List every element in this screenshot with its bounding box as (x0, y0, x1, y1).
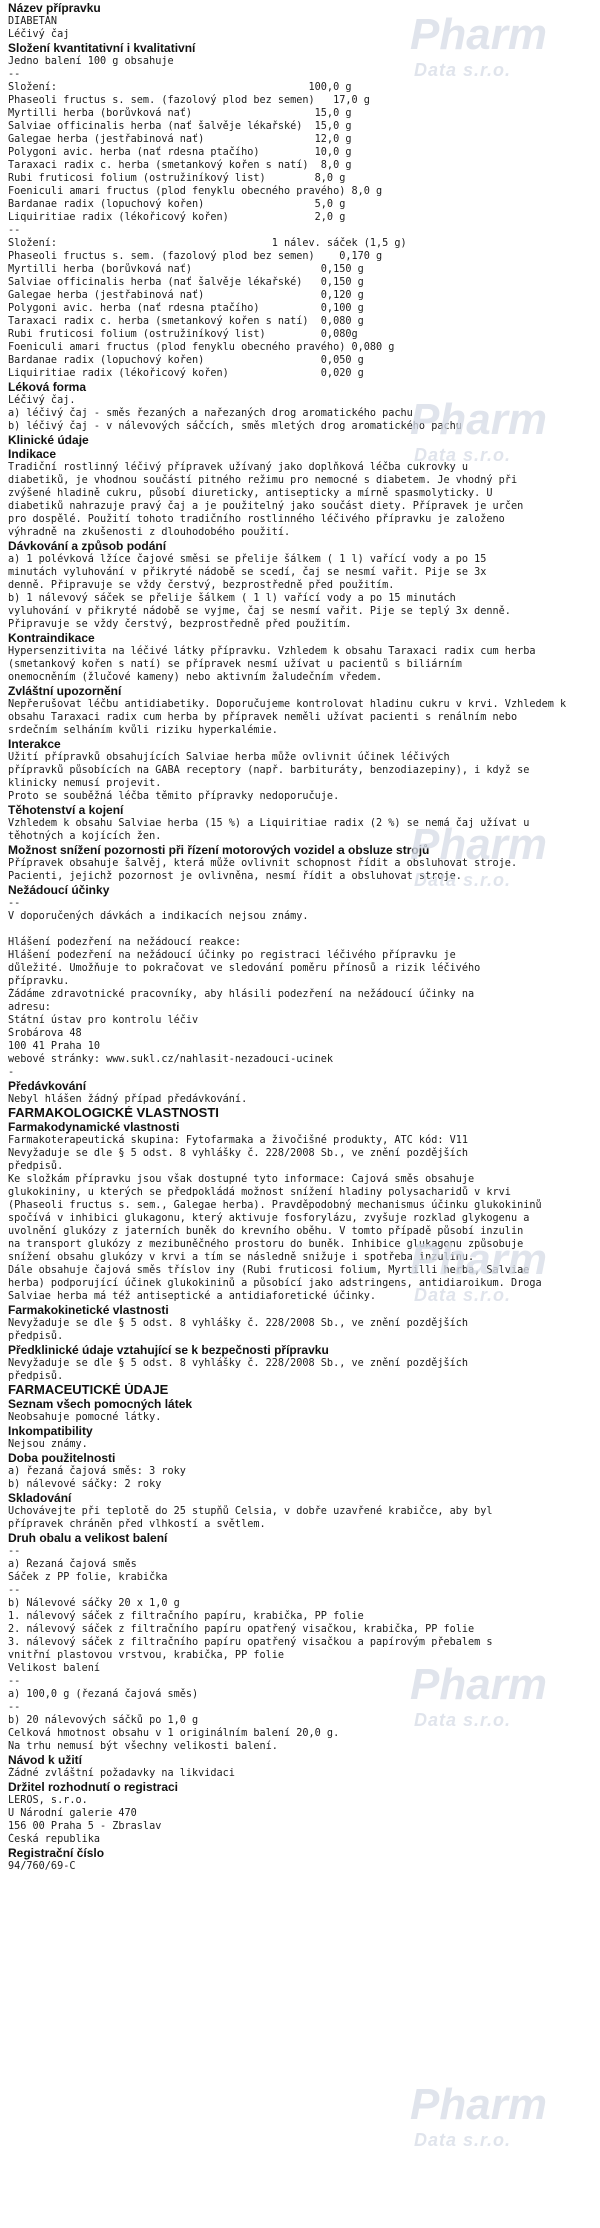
text-line: výhradně na zkušenosti z dlouhodobého použití. (8, 527, 291, 538)
section-heading: Držitel rozhodnutí o registraci (8, 1780, 179, 1794)
text-line: 156 00 Praha 5 - Zbraslav (8, 1821, 162, 1832)
text-line: Taraxaci radix c. herba (smetankový kořen s natí) 8,0 g (8, 160, 352, 171)
text-line: b) Nálevové sáčky 20 x 1,0 g (8, 1598, 180, 1609)
text-line: srdečním selháním kvůli riziku hyperkalémie. (8, 725, 278, 736)
text-line: Na trhu nemusí být všechny velikosti balení. (8, 1741, 278, 1752)
text-line: -- (8, 1546, 21, 1557)
text-line: Proto se souběžná léčba těmito přípravky nedoporučuje. (8, 791, 340, 802)
section-heading: Nežádoucí účinky (8, 883, 110, 897)
text-line: V doporučených dávkách a indikacích nejsou známy. (8, 911, 309, 922)
text-line: Sáček z PP folie, krabička (8, 1572, 168, 1583)
text-line: webové stránky: www.sukl.cz/nahlasit-nezadouci-ucinek (8, 1054, 334, 1065)
section-heading: Indikace (8, 447, 57, 461)
section-heading: Kontraindikace (8, 631, 95, 645)
text-line: b) 20 nálevových sáčků po 1,0 g (8, 1715, 199, 1726)
text-line: snížení obsahu glukózy v krvi a tím se následně snižuje i spotřeba inzulinu. (8, 1252, 475, 1263)
text-line: na transport glukózy z mezibuněčného prostoru do buněk. Inhibice glukagonu způsobuje (8, 1239, 524, 1250)
section-heading: Těhotenství a kojení (8, 803, 124, 817)
text-line: Phaseoli fructus s. sem. (fazolový plod bez semen) 17,0 g (8, 95, 370, 106)
text-line: předpisů. (8, 1161, 64, 1172)
text-line: denně. Připravuje se vždy čerstvý, bezprostředně před použitím. (8, 580, 395, 591)
watermark-logo: Pharm Data s.r.o. (410, 2080, 547, 2150)
text-line: Nevyžaduje se dle § 5 odst. 8 vyhlášky č. 228/2008 Sb., ve znění pozdějších (8, 1148, 469, 1159)
text-line: DIABETAN (8, 16, 58, 27)
text-line: Hlášení podezření na nežádoucí reakce: (8, 937, 242, 948)
text-line: Nevyžaduje se dle § 5 odst. 8 vyhlášky č. 228/2008 Sb., ve znění pozdějších (8, 1358, 469, 1369)
text-line: -- (8, 225, 21, 236)
text-line: (smetankový kořen s natí) se přípravek nesmí užívat u pacientů s biliárním (8, 659, 462, 670)
text-line: klinicky nemusí projevit. (8, 778, 162, 789)
text-line: -- (8, 898, 21, 909)
section-heading: Interakce (8, 737, 61, 751)
text-line: Neobsahuje pomocné látky. (8, 1412, 162, 1423)
text-line: Bardanae radix (lopuchový kořen) 5,0 g (8, 199, 346, 210)
section-heading: Dávkování a způsob podání (8, 539, 167, 553)
text-line: uvolnění glukózy z jaterních buněk do krevního oběhu. V tomto případě působí inzulin (8, 1226, 524, 1237)
text-line: Taraxaci radix c. herba (smetankový kořen s natí) 0,080 g (8, 316, 364, 327)
section-heading: Zvláštní upozornění (8, 684, 122, 698)
text-line: Rubi fruticosi folium (ostružiníkový list) 8,0 g (8, 173, 346, 184)
text-line: Myrtilli herba (borůvková nať) 15,0 g (8, 108, 352, 119)
watermark-logo: Pharm Data s.r.o. (410, 1235, 547, 1305)
text-line: -- (8, 1676, 21, 1687)
text-line: Užití přípravků obsahujících Salviae herba může ovlivnit účinek léčivých (8, 752, 450, 763)
text-line: Žádné zvláštní požadavky na likvidaci (8, 1768, 235, 1779)
text-line: a) 1 polévková lžíce čajové směsi se přelije šálkem ( 1 l) vařící vody a po 15 (8, 554, 487, 565)
text-line: Myrtilli herba (borůvková nať) 0,150 g (8, 264, 364, 275)
text-line: Šrobárova 48 (8, 1028, 82, 1039)
text-line: onemocněním (žlučové kameny) nebo aktivním žaludečním vředem. (8, 672, 383, 683)
text-line: diabetiků, je vhodnou součástí pitného režimu pro nemocné s diabetem. Je vhodný při (8, 475, 518, 486)
text-line: Bardanae radix (lopuchový kořen) 0,050 g (8, 355, 364, 366)
text-line: Velikost balení (8, 1663, 101, 1674)
section-heading: Složení kvantitativní i kvalitativní (8, 41, 196, 55)
text-line: Nevyžaduje se dle § 5 odst. 8 vyhlášky č. 228/2008 Sb., ve znění pozdějších (8, 1318, 469, 1329)
text-line: a) 100,0 g (řezaná čajová směs) (8, 1689, 199, 1700)
section-heading: Předklinické údaje vztahující se k bezpečnosti přípravku (8, 1343, 329, 1357)
text-line: - (8, 1067, 15, 1078)
text-line: LEROS, s.r.o. (8, 1795, 88, 1806)
text-line: Salviae officinalis herba (nať šalvěje lékařské) 0,150 g (8, 277, 364, 288)
section-heading: Farmakodynamické vlastnosti (8, 1120, 180, 1134)
text-line: Liquiritiae radix (lékořicový kořen) 0,020 g (8, 368, 364, 379)
text-line: -- (8, 1585, 21, 1596)
text-line: pro dospělé. Použití tohoto tradičního rostlinného léčivého přípravku je založeno (8, 514, 505, 525)
text-line: Polygoni avic. herba (nať rdesna ptačího) 0,100 g (8, 303, 364, 314)
text-line: Připravuje se vždy čerstvý, bezprostředně před použitím. (8, 619, 352, 630)
blank-line (8, 923, 600, 936)
text-line: Složení: 1 nálev. sáček (1,5 g) (8, 238, 407, 249)
text-line: Složení: 100,0 g (8, 82, 352, 93)
text-line: Nebyl hlášen žádný případ předávkování. (8, 1094, 248, 1105)
section-heading: Název přípravku (8, 1, 101, 15)
watermark-logo: Pharm Data s.r.o. (410, 395, 547, 465)
text-line: Dále obsahuje čajová směs tříslov iny (Rubi fruticosi folium, Myrtilli herba, Salviae (8, 1265, 530, 1276)
text-line: těhotných a kojících žen. (8, 831, 162, 842)
text-line: spočívá v inhibici glukagonu, který aktivuje fosforylázu, zvyšuje rozklad glykogenu a (8, 1213, 530, 1224)
text-line: přípravek chráněn před vlhkostí a světlem. (8, 1519, 266, 1530)
text-line: důležité. Umožňuje to pokračovat ve sledování poměru přínosů a rizik léčivého (8, 963, 481, 974)
section-heading: Předávkování (8, 1079, 87, 1093)
chapter-heading: FARMAKOLOGICKÉ VLASTNOSTI (8, 1106, 219, 1120)
text-line: Léčivý čaj (8, 29, 70, 40)
text-line: Hypersenzitivita na léčivé látky přípravku. Vzhledem k obsahu Taraxaci radix cum herba (8, 646, 536, 657)
text-line: -- (8, 1702, 21, 1713)
text-line: předpisů. (8, 1371, 64, 1382)
text-line: Nejsou známy. (8, 1439, 88, 1450)
text-line: vyluhování v přikryté nádobě se vyjme, čaj se nesmí vařit. Pije se teplý 3x denně. (8, 606, 511, 617)
text-line: 100 41 Praha 10 (8, 1041, 101, 1052)
text-line: 2. nálevový sáček z filtračního papíru opatřený visačkou, krabička, PP folie (8, 1624, 475, 1635)
text-line: U Národní galerie 470 (8, 1808, 137, 1819)
text-line: vnitřní plastovou vrstvou, krabička, PP folie (8, 1650, 285, 1661)
text-line: Státní ústav pro kontrolu léčiv (8, 1015, 199, 1026)
text-line: Žádáme zdravotnické pracovníky, aby hlásili podezření na nežádoucí účinky na (8, 989, 475, 1000)
text-line: Jedno balení 100 g obsahuje (8, 56, 174, 67)
text-line: přípravků působících na GABA receptory (např. barbituráty, benzodiazepiny), i když se (8, 765, 530, 776)
text-line: Foeniculi amari fructus (plod fenyklu obecného pravého) 8,0 g (8, 186, 383, 197)
text-line: herba) podporující účinek glukokininů a působící jako adstringens, antidiaroikum. Droga (8, 1278, 542, 1289)
text-line: a) řezaná čajová směs: 3 roky (8, 1466, 186, 1477)
text-line: diabetiků nahrazuje pravý čaj a je použitelný jako součást diety. Přípravek je určen (8, 501, 524, 512)
text-line: 1. nálevový sáček z filtračního papíru, krabička, PP folie (8, 1611, 364, 1622)
text-line: Pacienti, jejichž pozornost je ovlivněna, nesmí řídit a obsluhovat stroje. (8, 871, 462, 882)
section-heading: Inkompatibility (8, 1424, 93, 1438)
text-line: Foeniculi amari fructus (plod fenyklu obecného pravého) 0,080 g (8, 342, 395, 353)
chapter-heading: FARMACEUTICKÉ ÚDAJE (8, 1383, 169, 1397)
text-line: (Phaseoli fructus s. sem., Galegae herba). Pravděpodobný mechanismus účinku glukokininů (8, 1200, 542, 1211)
text-line: b) 1 nálevový sáček se přelije šálkem ( 1 l) vařící vody a po 15 minutách (8, 593, 456, 604)
section-heading: Druh obalu a velikost balení (8, 1531, 168, 1545)
text-line: Farmakoterapeutická skupina: Fytofarmaka a živočišné produkty, ATC kód: V11 (8, 1135, 469, 1146)
watermark-logo: Pharm Data s.r.o. (410, 10, 547, 80)
text-line: Uchovávejte při teplotě do 25 stupňů Celsia, v dobře uzavřené krabičce, aby byl (8, 1506, 493, 1517)
section-heading: Registrační číslo (8, 1846, 105, 1860)
text-line: Salviae officinalis herba (nať šalvěje lékařské) 15,0 g (8, 121, 352, 132)
text-line: Ke složkám přípravku jsou však dostupné tyto informace: Čajová směs obsahuje (8, 1174, 475, 1185)
text-line: Galegae herba (jestřabinová nať) 12,0 g (8, 134, 352, 145)
text-line: -- (8, 69, 21, 80)
section-heading: Skladování (8, 1491, 72, 1505)
text-line: Léčivý čaj. (8, 395, 76, 406)
section-heading: Klinické údaje (8, 433, 89, 447)
text-line: minutách vyluhování v přikryté nádobě se scedí, čaj se nesmí vařit. Pije se 3x (8, 567, 487, 578)
text-line: přípravku. (8, 976, 70, 987)
text-line: obsahu Taraxaci radix cum herba by přípravek neměli užívat pacienti s renálním nebo (8, 712, 518, 723)
text-line: Vzhledem k obsahu Salviae herba (15 %) a Liquiritiae radix (2 %) se nemá čaj užívat u (8, 818, 530, 829)
text-line: adresu: (8, 1002, 51, 1013)
text-line: Celková hmotnost obsahu v 1 originálním balení 20,0 g. (8, 1728, 340, 1739)
text-line: a) léčivý čaj - směs řezaných a nařezaných drog aromatického pachu (8, 408, 413, 419)
text-line: Liquiritiae radix (lékořicový kořen) 2,0 g (8, 212, 346, 223)
text-line: Přípravek obsahuje šalvěj, která může ovlivnit schopnost řídit a obsluhovat stroje. (8, 858, 518, 869)
text-line: glukokininy, u kterých se předpokládá možnost snížení hladiny polysacharidů v krvi (8, 1187, 511, 1198)
text-line: 94/760/69-C (8, 1861, 76, 1872)
section-heading: Návod k užití (8, 1753, 83, 1767)
text-line: Polygoni avic. herba (nať rdesna ptačího) 10,0 g (8, 147, 352, 158)
section-heading: Farmakokinetické vlastnosti (8, 1303, 169, 1317)
text-line: Phaseoli fructus s. sem. (fazolový plod bez semen) 0,170 g (8, 251, 383, 262)
text-line: Rubi fruticosi folium (ostružiníkový list) 0,080g (8, 329, 358, 340)
section-heading: Seznam všech pomocných látek (8, 1397, 193, 1411)
text-line: Česká republika (8, 1834, 101, 1845)
watermark-logo: Pharm Data s.r.o. (410, 820, 547, 890)
text-line: Nepřerušovat léčbu antidiabetiky. Doporučujeme kontrolovat hladinu cukru v krvi. Vzhledem k (8, 699, 567, 710)
text-line: b) nálevové sáčky: 2 roky (8, 1479, 162, 1490)
text-line: a) Řezaná čajová směs (8, 1559, 137, 1570)
section-heading: Doba použitelnosti (8, 1451, 116, 1465)
section-heading: Možnost snížení pozornosti při řízení motorových vozidel a obsluze strojů (8, 843, 430, 857)
text-line: Tradiční rostlinný léčivý přípravek užívaný jako doplňková léčba cukrovky u (8, 462, 469, 473)
text-line: Hlášení podezření na nežádoucí účinky po registraci léčivého přípravku je (8, 950, 456, 961)
text-line: Salviae herba má též antiseptické a antidiaforetické účinky. (8, 1291, 377, 1302)
watermark-logo: Pharm Data s.r.o. (410, 1660, 547, 1730)
section-heading: Léková forma (8, 380, 87, 394)
text-line: b) léčivý čaj - v nálevových sáčcích, směs mletých drog aromatického pachu (8, 421, 462, 432)
text-line: 3. nálevový sáček z filtračního papíru opatřený visačkou a papírovým přebalem s (8, 1637, 493, 1648)
text-line: Galegae herba (jestřabinová nať) 0,120 g (8, 290, 364, 301)
text-line: předpisů. (8, 1331, 64, 1342)
text-line: zvýšené hladině cukru, působí diureticky, antisepticky a mírně spasmolyticky. U (8, 488, 493, 499)
